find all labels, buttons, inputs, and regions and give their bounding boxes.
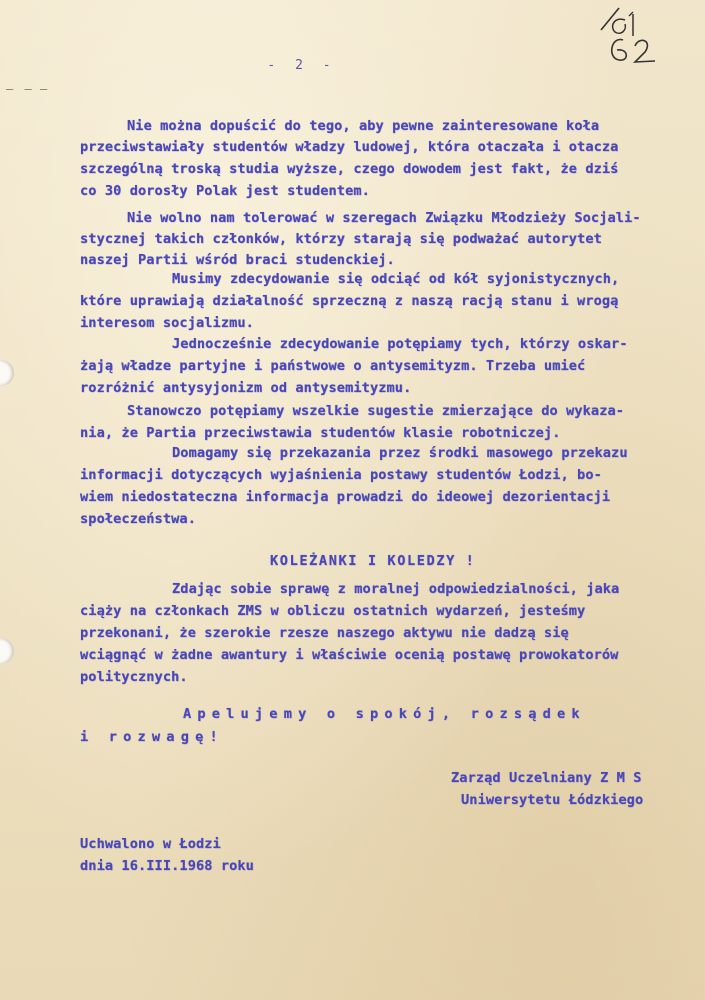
edge-mark: — — (6, 82, 34, 96)
footer-line: Uchwalono w Łodzi (80, 836, 221, 852)
body-line: które uprawiają działalność sprzeczną z naszą racją stanu i wrogą (80, 293, 619, 309)
edge-mark: — (40, 82, 50, 96)
body-line: stycznej takich członków, którzy starają się podważać autorytet (80, 231, 602, 247)
closing-line: wciągnąć w żadne awantury i właściwie ocenią postawę prowokatorów (80, 647, 619, 663)
section-heading: KOLEŻANKI I KOLEDZY ! (270, 553, 476, 569)
appeal-line: Apelujemy o spokój, rozsądek (183, 706, 586, 722)
closing-line: ciąży na członkach ZMS w obliczu ostatnich wydarzeń, jesteśmy (80, 603, 586, 619)
body-line: rozróżnić antysyjonizm od antysemityzmu. (80, 380, 412, 396)
body-line: Musimy zdecydowanie się odciąć od kół syjonistycznych, (172, 271, 620, 287)
body-line: Domagamy się przekazania przez środki masowego przekazu (172, 445, 628, 461)
body-line: interesom socjalizmu. (80, 315, 254, 331)
closing-line: politycznych. (80, 669, 188, 685)
page-number: - 2 - (267, 58, 337, 73)
signature-line: Uniwersytetu Łódzkiego (461, 792, 644, 808)
closing-line: przekonani, że szerokie rzesze naszego aktywu nie dadzą się (80, 625, 569, 641)
body-line: nia, że Partia przeciwstawia studentów klasie robotniczej. (80, 425, 561, 441)
body-line: Nie można dopuścić do tego, aby pewne zainteresowane koła (127, 118, 600, 134)
body-line: szczególną troską studia wyższe, czego dowodem jest fakt, że dziś (80, 161, 619, 177)
body-line: co 30 dorosły Polak jest studentem. (80, 183, 370, 199)
footer-line: dnia 16.III.1968 roku (80, 858, 254, 874)
body-line: przeciwstawiały studentów władzy ludowej, która otaczała i otacza (80, 139, 619, 155)
body-line: społeczeństwa. (80, 511, 196, 527)
appeal-line: i rozwagę! (80, 729, 224, 745)
punch-hole (0, 360, 14, 386)
folio-number (597, 6, 667, 66)
signature-line: Zarząd Uczelniany Z M S (451, 770, 642, 786)
punch-hole (0, 638, 14, 664)
body-line: informacji dotyczących wyjaśnienia postawy studentów Łodzi, bo- (80, 467, 602, 483)
body-line: naszej Partii wśród braci studenckiej. (80, 252, 395, 268)
body-line: Jednocześnie zdecydowanie potępiamy tych, którzy oskar- (172, 336, 628, 352)
body-line: żają władze partyjne i państwowe o antysemityzm. Trzeba umieć (80, 358, 586, 374)
body-line: Stanowczo potępiamy wszelkie sugestie zmierzające do wykaza- (127, 403, 625, 419)
closing-line: Zdając sobie sprawę z moralnej odpowiedzialności, jaka (172, 581, 620, 597)
body-line: wiem niedostateczna informacja prowadzi do ideowej dezorientacji (80, 489, 611, 505)
body-line: Nie wolno nam tolerować w szeregach Związku Młodzieży Socjali- (127, 210, 641, 226)
